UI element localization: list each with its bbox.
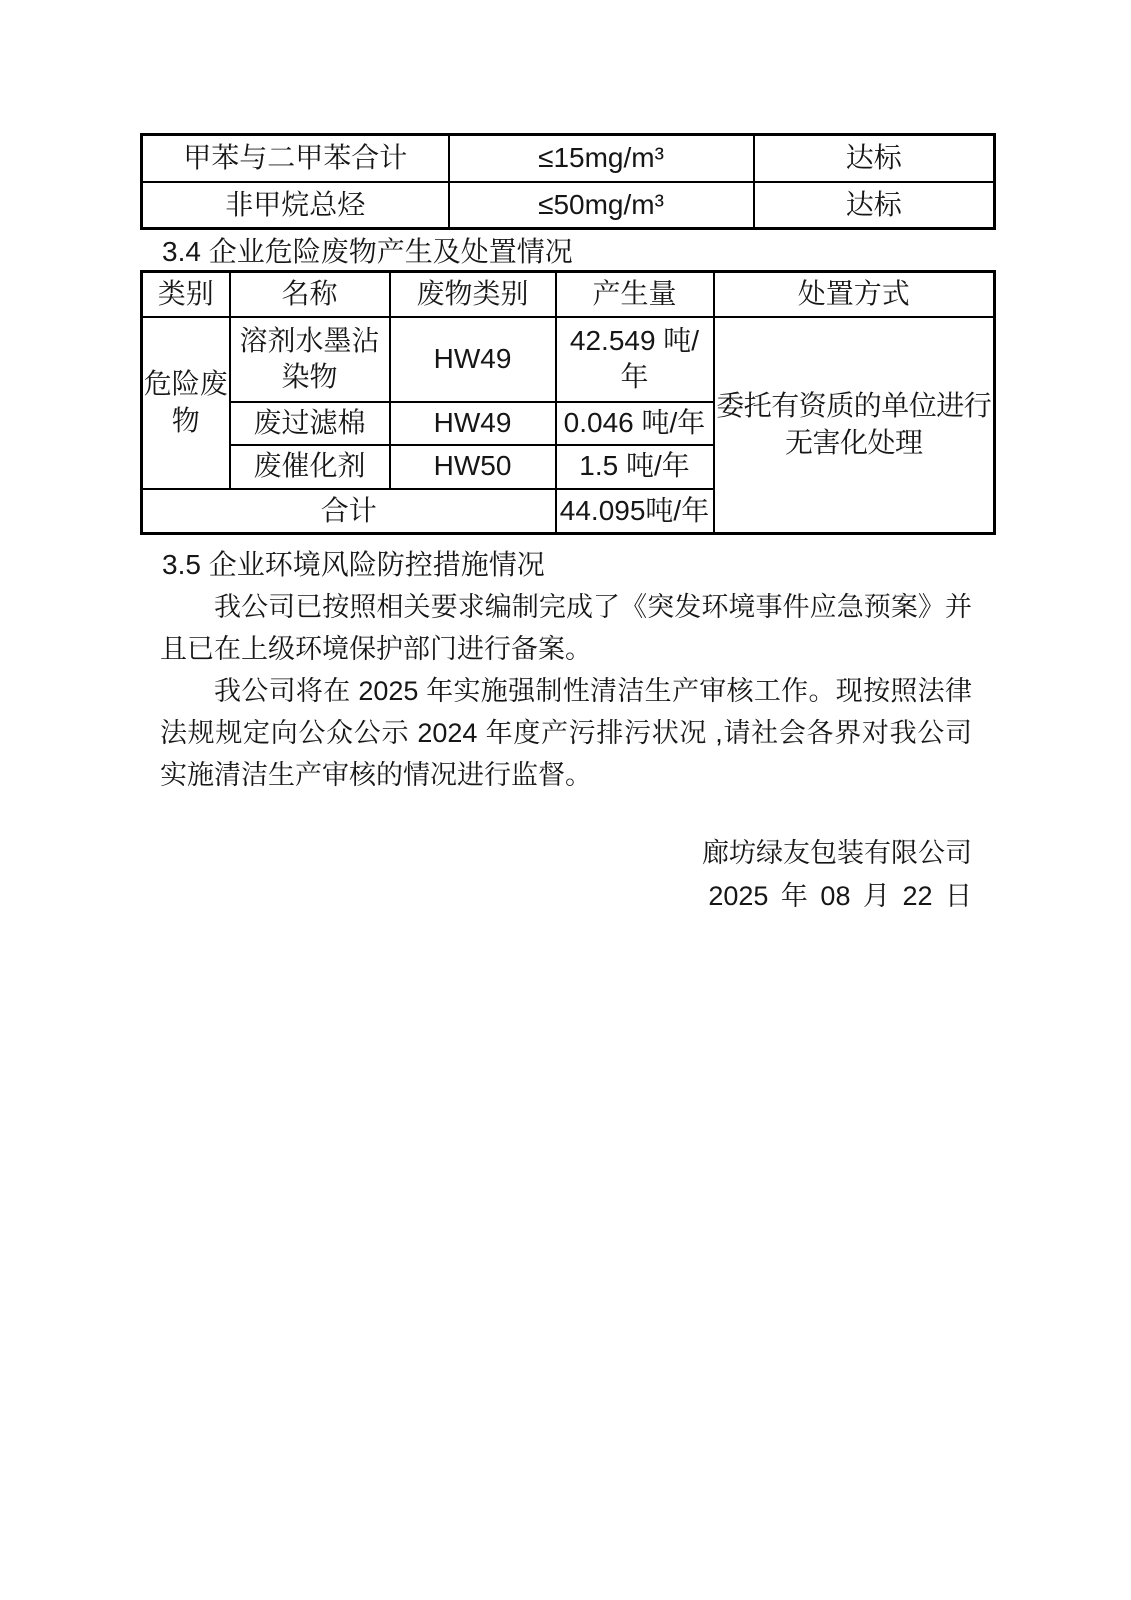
pollutant-status: 达标 (754, 135, 995, 182)
paragraph-clean-production: 我公司将在 2025 年实施强制性清洁生产审核工作。现按照法律法规规定向公众公示 2024 年度产污排污状况 ,请社会各界对我公司实施清洁生产审核的情况进行监督。 (160, 676, 972, 790)
pollutant-name: 甲苯与二甲苯合计 (142, 135, 449, 182)
waste-category: 危险废物 (142, 317, 230, 489)
signature-date: 2025 年 08 月 22 日 (708, 881, 972, 911)
waste-name: 溶剂水墨沾染物 (230, 317, 390, 402)
col-header-category: 类别 (142, 272, 230, 317)
waste-name: 废过滤棉 (230, 402, 390, 445)
paragraph-emergency-plan: 我公司已按照相关要求编制完成了《突发环境事件应急预案》并且已在上级环境保护部门进行备案。 (160, 592, 972, 664)
waste-code: HW49 (390, 402, 556, 445)
signature-block (160, 832, 972, 918)
pollutant-limit: ≤15mg/m³ (449, 135, 754, 182)
table-row (142, 135, 995, 182)
section-3-5-heading: 3.5 企业环境风险防控措施情况 (162, 549, 545, 580)
company-name: 廊坊绿友包装有限公司 (702, 838, 972, 868)
table-header-row (142, 272, 995, 317)
disposal-method: 委托有资质的单位进行无害化处理 (714, 317, 995, 534)
total-amount: 44.095吨/年 (556, 489, 714, 534)
col-header-disposal: 处置方式 (714, 272, 995, 317)
col-header-waste-code: 废物类别 (390, 272, 556, 317)
emission-limits-table (140, 133, 996, 230)
pollutant-status: 达标 (754, 182, 995, 229)
waste-code: HW50 (390, 445, 556, 489)
pollutant-name: 非甲烷总烃 (142, 182, 449, 229)
total-label: 合计 (142, 489, 556, 534)
waste-amount: 42.549 吨/年 (556, 317, 714, 402)
table-row (142, 182, 995, 229)
pollutant-limit: ≤50mg/m³ (449, 182, 754, 229)
col-header-name: 名称 (230, 272, 390, 317)
section-3-4-heading: 3.4 企业危险废物产生及处置情况 (162, 236, 573, 267)
waste-name: 废催化剂 (230, 445, 390, 489)
document-content (140, 133, 993, 918)
hazardous-waste-table (140, 270, 996, 535)
col-header-amount: 产生量 (556, 272, 714, 317)
waste-code: HW49 (390, 317, 556, 402)
waste-amount: 0.046 吨/年 (556, 402, 714, 445)
waste-amount: 1.5 吨/年 (556, 445, 714, 489)
table-row (142, 317, 995, 402)
